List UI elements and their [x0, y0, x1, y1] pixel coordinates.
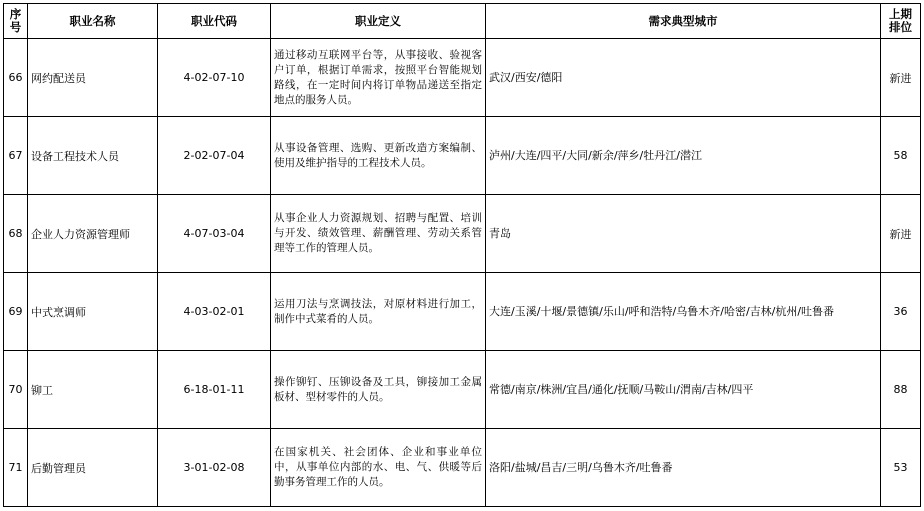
header-occupation-definition: 职业定义: [271, 4, 486, 39]
row-previous-rank: 88: [881, 351, 921, 429]
table-row: [4, 351, 921, 429]
row-typical-cities: 泸州/大连/四平/大同/新余/萍乡/牡丹江/潜江: [486, 117, 881, 195]
row-serial-number: 71: [4, 429, 28, 507]
row-serial-number: 66: [4, 39, 28, 117]
row-occupation-code: 4-02-07-10: [158, 39, 271, 117]
row-occupation-name: 设备工程技术人员: [28, 117, 158, 195]
row-typical-cities: 常德/南京/株洲/宜昌/通化/抚顺/马鞍山/渭南/吉林/四平: [486, 351, 881, 429]
row-occupation-code: 6-18-01-11: [158, 351, 271, 429]
table-row: [4, 117, 921, 195]
row-occupation-name: 铆工: [28, 351, 158, 429]
row-occupation-code: 2-02-07-04: [158, 117, 271, 195]
row-occupation-name: 网约配送员: [28, 39, 158, 117]
row-occupation-definition: 通过移动互联网平台等，从事接收、验视客户订单，根据订单需求，按照平台智能规划路线，在一定时间内将订单物品递送至指定地点的服务人员。: [271, 39, 486, 117]
row-occupation-definition: 运用刀法与烹调技法，对原材料进行加工，制作中式菜肴的人员。: [271, 273, 486, 351]
row-occupation-definition: 在国家机关、社会团体、企业和事业单位中，从事单位内部的水、电、气、供暖等后勤事务管理工作的人员。: [271, 429, 486, 507]
row-typical-cities: 青岛: [486, 195, 881, 273]
table-row: [4, 429, 921, 507]
header-occupation-code: 职业代码: [158, 4, 271, 39]
row-previous-rank: 58: [881, 117, 921, 195]
row-occupation-definition: 从事企业人力资源规划、招聘与配置、培训与开发、绩效管理、薪酬管理、劳动关系管理等工作的管理人员。: [271, 195, 486, 273]
row-previous-rank: 新进: [881, 39, 921, 117]
row-occupation-name: 后勤管理员: [28, 429, 158, 507]
row-previous-rank: 新进: [881, 195, 921, 273]
table-header: [4, 4, 921, 39]
row-occupation-code: 3-01-02-08: [158, 429, 271, 507]
row-previous-rank: 53: [881, 429, 921, 507]
table-row: [4, 195, 921, 273]
row-typical-cities: 武汉/西安/德阳: [486, 39, 881, 117]
row-occupation-code: 4-03-02-01: [158, 273, 271, 351]
header-serial-number: 序号: [4, 4, 28, 39]
occupation-demand-table: [3, 3, 921, 507]
header-row: [4, 4, 921, 39]
table-row: [4, 39, 921, 117]
row-serial-number: 70: [4, 351, 28, 429]
table-row: [4, 273, 921, 351]
row-serial-number: 68: [4, 195, 28, 273]
header-typical-cities: 需求典型城市: [486, 4, 881, 39]
row-occupation-code: 4-07-03-04: [158, 195, 271, 273]
row-occupation-definition: 从事设备管理、选购、更新改造方案编制、使用及维护指导的工程技术人员。: [271, 117, 486, 195]
row-serial-number: 67: [4, 117, 28, 195]
row-serial-number: 69: [4, 273, 28, 351]
row-occupation-name: 中式烹调师: [28, 273, 158, 351]
row-occupation-definition: 操作铆钉、压铆设备及工具，铆接加工金属板材、型材零件的人员。: [271, 351, 486, 429]
row-occupation-name: 企业人力资源管理师: [28, 195, 158, 273]
header-previous-rank: 上期排位: [881, 4, 921, 39]
row-previous-rank: 36: [881, 273, 921, 351]
row-typical-cities: 大连/玉溪/十堰/景德镇/乐山/呼和浩特/乌鲁木齐/哈密/吉林/杭州/吐鲁番: [486, 273, 881, 351]
row-typical-cities: 洛阳/盐城/昌吉/三明/乌鲁木齐/吐鲁番: [486, 429, 881, 507]
header-occupation-name: 职业名称: [28, 4, 158, 39]
table-body: [4, 39, 921, 507]
